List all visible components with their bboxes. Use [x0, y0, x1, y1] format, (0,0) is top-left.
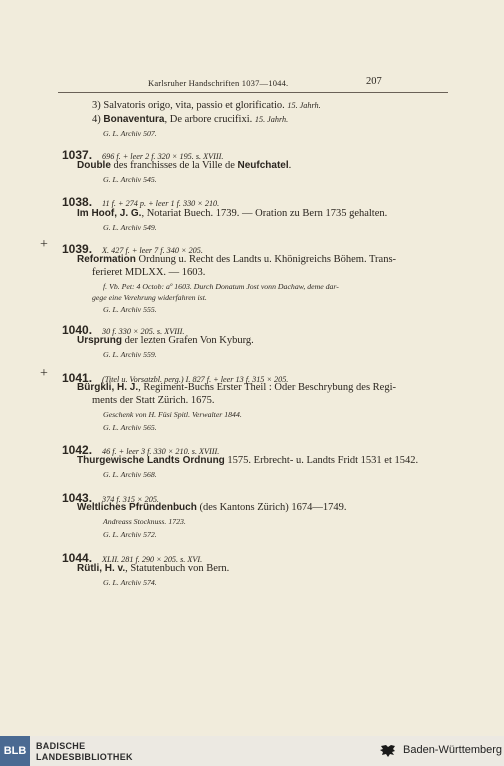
entry-1041-title — [77, 382, 396, 393]
entry-1039-title — [77, 254, 396, 265]
blb-logo[interactable]: BLB — [0, 736, 30, 766]
entry-number: 1042. — [62, 443, 93, 457]
header-rule — [58, 92, 448, 93]
entry-1038-title — [77, 208, 387, 219]
running-title: Karlsruher Handschriften 1037—1044. — [148, 78, 289, 88]
entry-number: 1038. — [62, 195, 93, 209]
entry-meta: 11 f. + 274 p. + leer 1 f. 330 × 210. — [102, 199, 220, 208]
item-4-date: 15. Jahrh. — [254, 115, 289, 124]
blb-name-line1: BADISCHE — [36, 741, 86, 751]
archive-ref: G. L. Archiv 549. — [103, 223, 157, 232]
entry-1043-title — [77, 502, 346, 513]
entry-1041-title-line2: ments der Statt Zürich. 1675. — [92, 395, 215, 406]
entry-meta: X. 427 f. + leer 7 f. 340 × 205. — [102, 246, 203, 255]
archive-ref: G. L. Archiv 574. — [103, 578, 157, 587]
blb-name-line2: LANDESBIBLIOTHEK — [36, 752, 133, 762]
archive-ref: G. L. Archiv 507. — [103, 129, 157, 138]
title-bold: Weltliches Pfründenbuch — [77, 502, 197, 513]
title-bold: Ursprung — [77, 335, 122, 346]
entry-number: 1043. — [62, 491, 93, 505]
entry-meta: 46 f. + leer 3 f. 330 × 210. s. XVIII. — [102, 447, 220, 456]
title-rest: , Statutenbuch von Bern. — [125, 563, 230, 574]
title-rest: , Regiment-Buchs Erster Theil : Oder Beschrybung des Regi- — [138, 382, 397, 393]
entry-number: 1044. — [62, 551, 93, 565]
plus-mark: + — [40, 366, 48, 381]
title-rest: (des Kantons Zürich) 1674—1749. — [196, 502, 347, 513]
entry-1044-title — [77, 563, 229, 574]
entry-meta: 374 f. 315 × 205. — [102, 495, 159, 504]
archive-ref: G. L. Archiv 555. — [103, 305, 157, 314]
provenance-note: Andreass Stocknuss. 1723. — [103, 517, 186, 526]
item-3 — [92, 100, 321, 111]
entry-1039-title-line2: ferieret MDLXX. — 1603. — [92, 267, 206, 278]
item-4 — [92, 114, 288, 125]
title-rest: 1575. Erbrecht- u. Landts Fridt 1531 et 1542. — [224, 455, 419, 466]
archive-ref: G. L. Archiv 559. — [103, 350, 157, 359]
item-3-date: 15. Jahrh. — [287, 101, 321, 110]
title-bold: Rütli, H. v. — [77, 563, 126, 574]
title-rest: Ordnung u. Recht des Landts u. Khönigreichs Böhem. Trans- — [135, 254, 397, 265]
provenance-note: Geschenk von H. Füsi Spitl. Verwalter 1844. — [103, 410, 242, 419]
footer-bar — [0, 736, 504, 766]
entry-1042-title — [77, 455, 418, 466]
title-rest: der lezten Grafen Von Kyburg. — [122, 335, 254, 346]
lion-crest-icon — [379, 742, 397, 760]
entry-number: 1040. — [62, 323, 93, 337]
state-name[interactable]: Baden-Württemberg — [403, 744, 503, 756]
item-3-text: 3) Salvatoris origo, vita, passio et glorificatio. — [92, 100, 285, 111]
title-end: . — [288, 160, 292, 171]
entry-meta: 696 f. + leer 2 f. 320 × 195. s. XVIII. — [102, 152, 224, 161]
item-4-number: 4) — [92, 114, 101, 125]
title-bold: Thurgewische Landts Ordnung — [77, 455, 225, 466]
item-4-rest: , De arbore crucifixi. — [164, 114, 253, 125]
archive-ref: G. L. Archiv 572. — [103, 530, 157, 539]
page-number: 207 — [366, 76, 382, 87]
archive-ref: G. L. Archiv 565. — [103, 423, 157, 432]
entry-meta: (Titel u. Vorsatzbl. perg.) I. 827 f. + leer 13 f. 315 × 205. — [102, 375, 289, 384]
title-bold: Bürgkli, H. J. — [77, 382, 139, 393]
title-rest: , Notariat Buech. 1739. — Oration zu Bern 1735 gehalten. — [141, 208, 388, 219]
title-mid: des franchisses de la Ville de — [110, 160, 238, 171]
archive-ref: G. L. Archiv 568. — [103, 470, 157, 479]
title-bold: Im Hoof, J. G. — [77, 208, 142, 219]
entry-1037-title — [77, 160, 291, 171]
entry-number: 1037. — [62, 148, 93, 162]
title-bold: Double — [77, 160, 111, 171]
archive-ref: G. L. Archiv 545. — [103, 175, 157, 184]
entry-1040-title — [77, 335, 254, 346]
entry-number: 1041. — [62, 371, 93, 385]
plus-mark: + — [40, 237, 48, 252]
title-bold: Reformation — [77, 254, 136, 265]
entry-number: 1039. — [62, 242, 93, 256]
title-place: Neufchatel — [237, 160, 289, 171]
entry-meta: XLII. 281 f. 290 × 205. s. XVI. — [102, 555, 203, 564]
item-4-name: Bonaventura — [103, 114, 165, 125]
provenance-note: f. Vb. Pet: 4 Octob: aº 1603. Durch Donatum Jost vonn Dachaw, deme dar- — [103, 282, 339, 291]
provenance-note-line2: gege eine Verehrung widerfahren ist. — [92, 293, 207, 302]
entry-meta: 30 f. 330 × 205. s. XVIII. — [102, 327, 185, 336]
